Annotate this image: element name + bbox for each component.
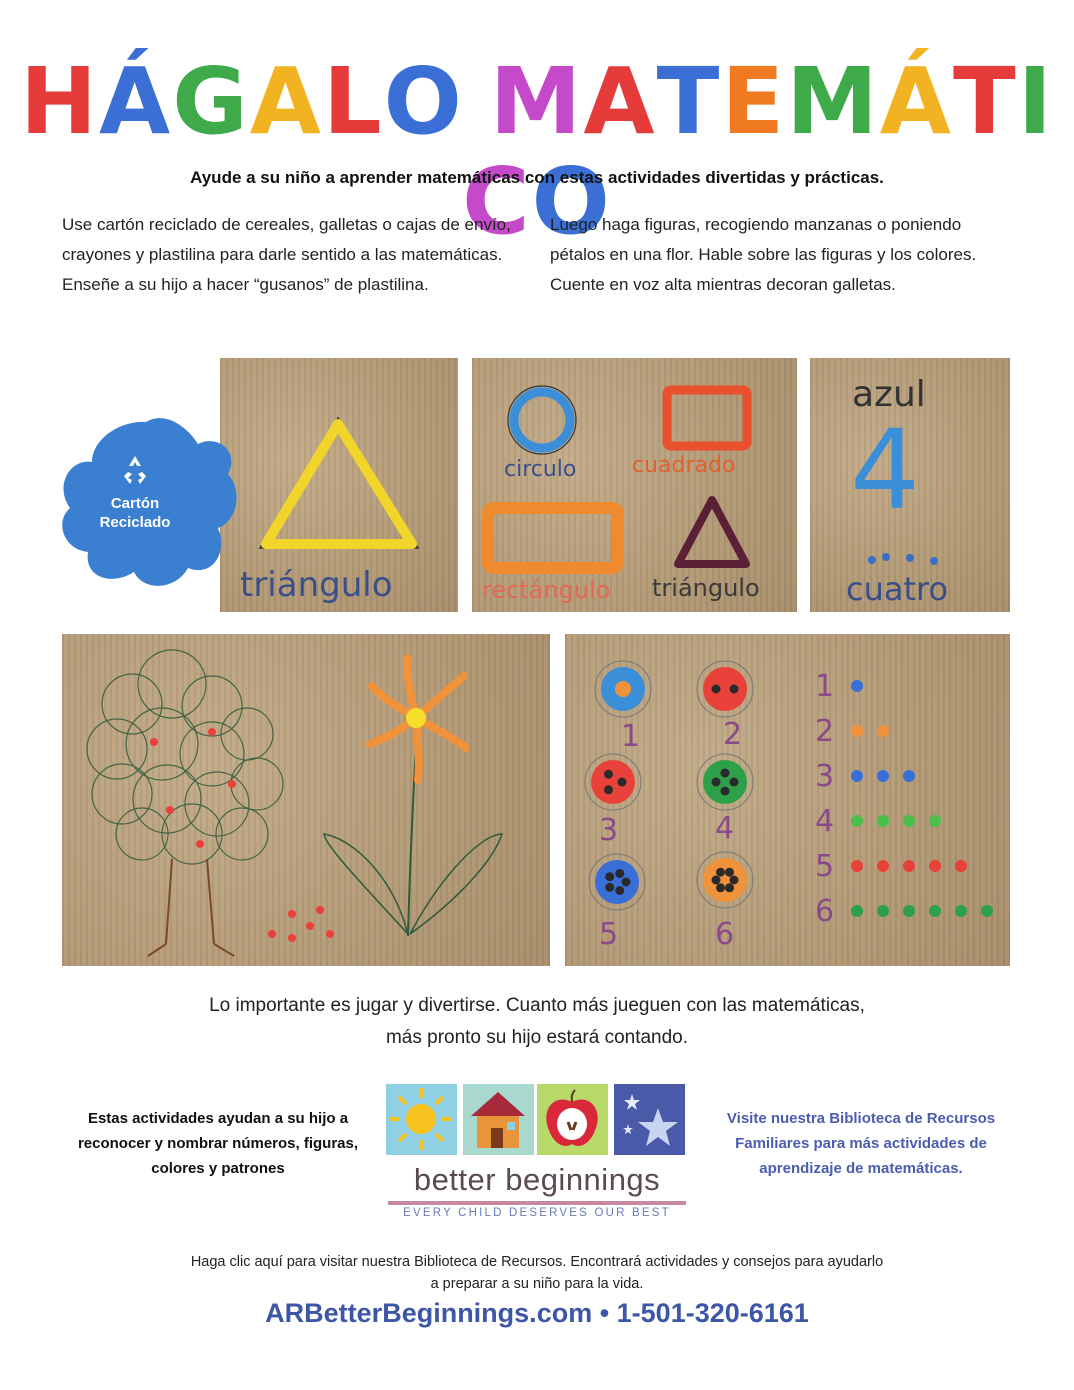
counting-plate — [703, 667, 747, 711]
photo-tree-flower-art — [62, 634, 550, 966]
shape-label-circle: circulo — [504, 457, 577, 482]
badge-line-1: Cartón — [110, 495, 160, 512]
title-letter: O — [383, 48, 464, 155]
sun-icon — [386, 1084, 457, 1155]
plate-label: 6 — [715, 917, 735, 952]
row-dot — [903, 770, 915, 782]
plate-dot — [730, 876, 739, 885]
recycle-icon — [118, 452, 152, 486]
row-dot — [903, 860, 915, 872]
row-dot — [903, 815, 915, 827]
title-letter: L — [322, 48, 384, 155]
photo-tree-flower — [62, 634, 550, 966]
plate-dot — [604, 770, 613, 779]
plate-dot — [730, 685, 739, 694]
badge-text — [70, 494, 200, 532]
photo-shapes-art — [472, 358, 797, 612]
counting-plate — [703, 760, 747, 804]
skills-note: Estas actividades ayudan a su hijo a reconocer y nombrar números, figuras, colores y patrones — [77, 1110, 359, 1177]
number-digit: 4 — [850, 406, 920, 534]
shape-label-triangle: triángulo — [652, 574, 760, 602]
plate-label: 3 — [599, 813, 619, 848]
title-letter: H — [20, 48, 100, 155]
photo-triangle-art — [220, 358, 458, 612]
subtitle: Ayude a su niño a aprender matemáticas con estas actividades divertidas y prácticas. — [190, 168, 884, 187]
plate-dot — [712, 876, 721, 885]
plate-dot — [712, 685, 721, 694]
row-dot — [851, 680, 863, 692]
title-letter: T — [656, 48, 722, 155]
house-icon — [463, 1084, 534, 1155]
plate-dot — [725, 868, 734, 877]
logo-name: better beginnings — [413, 1162, 661, 1197]
row-dot — [851, 725, 863, 737]
row-dot — [851, 905, 863, 917]
row-dot — [955, 905, 967, 917]
title-letter: O — [531, 148, 612, 255]
plate-dot — [622, 878, 631, 887]
title-letter: M — [489, 48, 584, 155]
counting-plate — [595, 860, 639, 904]
row-dot — [981, 905, 993, 917]
plate-dot — [730, 778, 739, 787]
photo-counting-art — [565, 634, 1010, 966]
apple-icon — [537, 1084, 608, 1155]
row-dot — [877, 770, 889, 782]
title-letter: C — [462, 148, 532, 255]
row-dot — [851, 815, 863, 827]
plate-dot — [716, 868, 725, 877]
counting-plate — [591, 760, 635, 804]
title-letter: Á — [99, 48, 173, 155]
footer-line-2: a preparar a su niño para la vida. — [430, 1276, 644, 1292]
title-letter: T — [952, 48, 1018, 155]
row-dot — [877, 725, 889, 737]
plate-label: 2 — [723, 717, 743, 752]
plate-dot — [615, 681, 631, 697]
triangle-label: triángulo — [240, 565, 393, 605]
footer-note[interactable] — [0, 1251, 1074, 1295]
better-beginnings-logo[interactable] — [386, 1084, 688, 1220]
row-dot — [929, 860, 941, 872]
intro-right: Luego haga figuras, recogiendo manzanas o poniendo pétalos en una flor. Hable sobre las figuras y los colores. Cuente en voz alta mientras decoran galletas. — [550, 215, 977, 294]
logo-tagline: EVERY CHILD DESERVES OUR BEST — [403, 1207, 671, 1219]
row-number: 5 — [815, 849, 835, 884]
counting-plate — [703, 858, 747, 902]
title-letter: I — [1017, 48, 1054, 155]
photo-triangle — [220, 358, 458, 612]
row-dot — [851, 860, 863, 872]
number-word: cuatro — [846, 570, 949, 608]
plate-dot — [605, 872, 614, 881]
closing-line-2: más pronto su hijo estará contando. — [385, 1027, 689, 1048]
footer-line-1: Haga clic aquí para visitar nuestra Biblioteca de Recursos. Encontrará actividades y consejos para ayudarlo — [190, 1254, 884, 1270]
photo-shapes — [472, 358, 797, 612]
row-dot — [877, 905, 889, 917]
plate-dot — [605, 883, 614, 892]
plate-dot — [721, 787, 730, 796]
plate-dot — [712, 778, 721, 787]
row-number: 4 — [815, 804, 835, 839]
row-dot — [851, 770, 863, 782]
row-number: 2 — [815, 714, 835, 749]
plate-dot — [615, 886, 624, 895]
shape-label-rectangle: rectángulo — [482, 576, 611, 604]
title-letter: G — [172, 48, 250, 155]
row-number: 6 — [815, 894, 835, 929]
title-letter: E — [721, 48, 787, 155]
row-dot — [955, 860, 967, 872]
photo-counting — [565, 634, 1010, 966]
plate-dot — [716, 883, 725, 892]
number-color-word: azul — [852, 374, 926, 415]
badge-line-2: Reciclado — [99, 514, 171, 531]
closing-text — [0, 990, 1074, 1054]
photo-number-art — [810, 358, 1010, 612]
row-dot — [929, 905, 941, 917]
plate-dot — [604, 785, 613, 794]
resource-library-link[interactable]: Visite nuestra Biblioteca de Recursos Familiares para más actividades de aprendizaje de matemáticas. — [726, 1110, 996, 1177]
plate-label: 5 — [599, 917, 619, 952]
plate-label: 4 — [715, 811, 735, 846]
contact-link[interactable]: ARBetterBeginnings.com • 1-501-320-6161 — [265, 1298, 809, 1328]
stars-icon — [614, 1084, 685, 1155]
plate-dot — [618, 778, 627, 787]
plate-dot — [725, 883, 734, 892]
row-dot — [877, 815, 889, 827]
plate-dot — [615, 869, 624, 878]
photo-number — [810, 358, 1010, 612]
row-number: 1 — [815, 669, 835, 704]
row-dot — [929, 815, 941, 827]
row-dot — [903, 905, 915, 917]
plate-dot — [721, 769, 730, 778]
shape-label-square: cuadrado — [632, 453, 736, 478]
logo-divider — [388, 1201, 686, 1205]
title-letter: A — [249, 48, 323, 155]
closing-line-1: Lo importante es jugar y divertirse. Cuanto más jueguen con las matemáticas, — [209, 995, 865, 1016]
plate-label: 1 — [621, 719, 641, 754]
title-word-1 — [20, 48, 464, 155]
title-letter: A — [583, 48, 657, 155]
intro-left: Use cartón reciclado de cereales, galletas o cajas de envío, crayones y plastilina para darle sentido a las matemáticas. Enseñe a su hijo a hacer “gusanos” de plastilina. — [62, 215, 511, 294]
title-letter: M — [786, 48, 880, 155]
title-letter: Á — [879, 48, 953, 155]
row-dot — [877, 860, 889, 872]
row-number: 3 — [815, 759, 835, 794]
